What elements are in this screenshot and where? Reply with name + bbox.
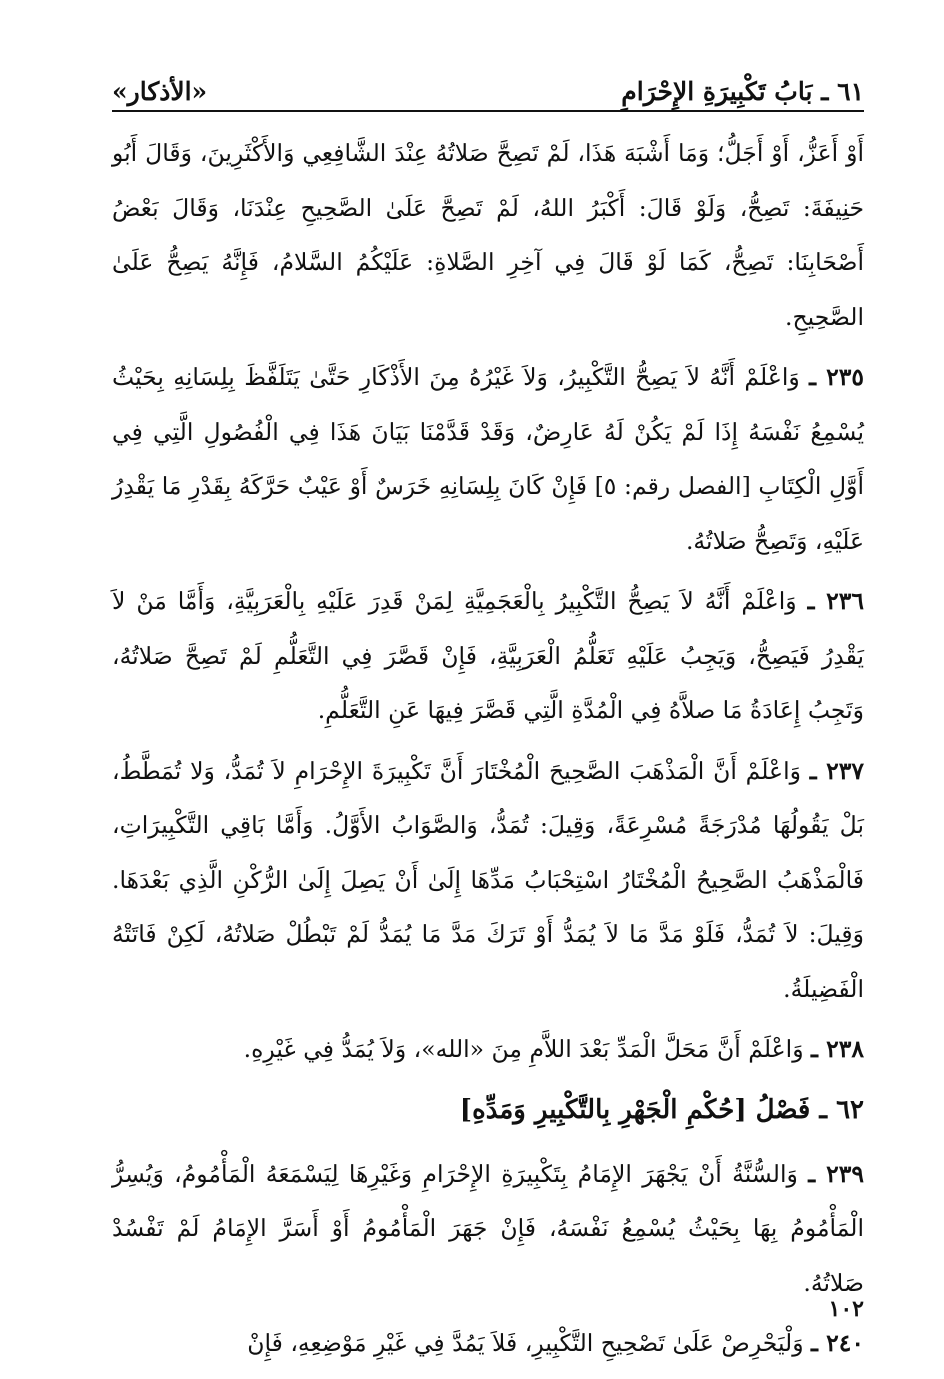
running-header	[112, 66, 864, 106]
paragraph	[112, 350, 864, 568]
paragraph-text: وَاعْلَمْ أَنَّ الْمَذْهَبَ الصَّحِيحَ الْمُخْتَارَ أَنَّ تَكْبِيرَةَ الإِحْرَامِ لاَ تُمَدُّ، وَلا تُمَطَّطُ، بَلْ يَقُولُهَا مُدْرَجَةً مُسْرِعَةً، وَقِيلَ: تُمَدُّ، وَالصَّوَابُ الأَوَّلُ. وَأَمَّا بَاقِي التَّكْبِيرَاتِ، فَالْمَذْهَبُ الصَّحِيحُ الْمُخْتَارُ اسْتِحْبَابُ مَدِّهَا إِلَىٰ أَنْ يَصِلَ إِلَىٰ الرُّكْنِ الَّذِي بَعْدَهَا. وَقِيلَ: لاَ تُمَدُّ، فَلَوْ مَدَّ مَا لاَ يُمَدُّ أَوْ تَرَكَ مَدَّ مَا يُمَدُّ لَمْ تَبْطُلْ صَلاتُهُ، لَكِنْ فَاتَتْهُ الْفَضِيلَةُ.	[112, 756, 864, 1003]
paragraph-text: وَالسُّنَّةُ أَنْ يَجْهَرَ الإِمَامُ بِتَكْبِيرَةِ الإِحْرَامِ وَغَيْرِهَا لِيَسْمَعَهُ الْمَأْمُومُ، وَيُسِرُّ الْمَأْمُومُ بِهَا بِحَيْثُ يُسْمِعُ نَفْسَهُ، فَإِنْ جَهَرَ الْمَأْمُومُ أَوْ أَسَرَّ الإِمَامُ لَمْ تَفْسُدْ صَلاتُهُ.	[112, 1159, 864, 1297]
paragraph	[112, 126, 864, 344]
paragraph-text: أَوْ أَعَزُّ، أَوْ أَجَلُّ؛ وَمَا أَشْبَهَ هَذَا، لَمْ تَصِحَّ صَلاتُهُ عِنْدَ الشَّافِعِي وَالأَكْثَرِينَ، وَقَالَ أَبُو حَنِيفَةَ: تَصِحُّ، وَلَوْ قَالَ: أَكْبَرُ اللهُ، لَمْ تَصِحَّ عَلَىٰ الصَّحِيحِ عِنْدَنَا، وَقَالَ بَعْضُ أَصْحَابِنَا: تَصِحُّ، كَمَا لَوْ قَالَ فِي آخِرِ الصَّلاةِ: عَلَيْكُمُ السَّلامُ، فَإِنَّهُ يَصِحُّ عَلَىٰ الصَّحِيحِ.	[112, 139, 864, 331]
paragraph-text: وَاعْلَمْ أَنَّهُ لاَ يَصِحُّ التَّكْبِيرُ، وَلاَ غَيْرُهُ مِنَ الأَذْكَارِ حَتَّىٰ يَتَلَفَّظَ بِلِسَانِهِ بِحَيْثُ يُسْمِعُ نَفْسَهُ إِذَا لَمْ يَكُنْ لَهُ عَارِضٌ، وَقَدْ قَدَّمْنَا بَيَانَ هَذَا فِي الْفُصُولِ الَّتِي فِي أَوَّلِ الْكِتَابِ [الفصل رقم: ٥] فَإِنْ كَانَ بِلِسَانِهِ خَرَسٌ أَوْ عَيْبٌ حَرَّكَهُ بِقَدْرِ مَا يَقْدِرُ عَلَيْهِ، وَتَصِحُّ صَلاتُهُ.	[112, 363, 864, 555]
paragraph	[112, 574, 864, 738]
paragraph-number: ٢٤٠ ـ	[811, 1329, 864, 1357]
page-number	[0, 1296, 864, 1322]
paragraph-text: وَاعْلَمْ أَنَّهُ لاَ يَصِحُّ التَّكْبِيرُ بِالْعَجَمِيَّةِ لِمَنْ قَدِرَ عَلَيْهِ بِالْعَرَبِيَّةِ، وَأَمَّا مَنْ لاَ يَقْدِرُ فَيَصِحُّ، وَيَجِبُ عَلَيْهِ تَعَلُّمُ الْعَرَبِيَّةِ، فَإِنْ قَصَّرَ فِي التَّعَلُّمِ لَمْ تَصِحَّ صَلاتُهُ، وَتَجِبُ إِعَادَةُ مَا صلاَّهُ فِي الْمُدَّةِ الَّتِي قَصَّرَ فِيهَا عَنِ التَّعَلُّمِ.	[112, 587, 864, 724]
paragraph-number: ٢٣٨ ـ	[811, 1035, 864, 1063]
header-divider	[112, 110, 864, 112]
paragraph-number: ٢٣٩ ـ	[808, 1159, 864, 1188]
paragraph	[112, 1316, 864, 1371]
paragraph-text: وَلْيَحْرِصْ عَلَىٰ تَصْحِيحِ التَّكْبِيرِ، فَلاَ يَمُدَّ فِي غَيْرِ مَوْضِعِهِ، فَإِنْ	[247, 1329, 804, 1357]
page-number-text: ١٠٢	[828, 1296, 864, 1322]
paragraph-text: وَاعْلَمْ أَنَّ مَحَلَّ الْمَدِّ بَعْدَ اللاَّمِ مِنَ «الله»، وَلاَ يُمَدُّ فِي غَيْرِهِ.	[243, 1035, 804, 1063]
paragraph	[112, 744, 864, 1017]
paragraph-number: ٢٣٦ ـ	[807, 587, 864, 615]
paragraph	[112, 1147, 864, 1311]
page-body	[112, 126, 864, 1377]
paragraph	[112, 1022, 864, 1077]
paragraph-number: ٢٣٥ ـ	[809, 363, 864, 391]
section-heading: ٦٢ ـ فَصْلُ [حُكْمِ الْجَهْرِ بِالتَّكْبِيرِ وَمَدِّهِ]	[459, 1094, 864, 1125]
paragraph-number: ٢٣٧ ـ	[809, 756, 864, 785]
chapter-title: ٦١ ـ بَابُ تَكْبِيرَةِ الإِحْرَامِ	[621, 77, 864, 106]
book-title: «الأذكار»	[112, 77, 208, 106]
